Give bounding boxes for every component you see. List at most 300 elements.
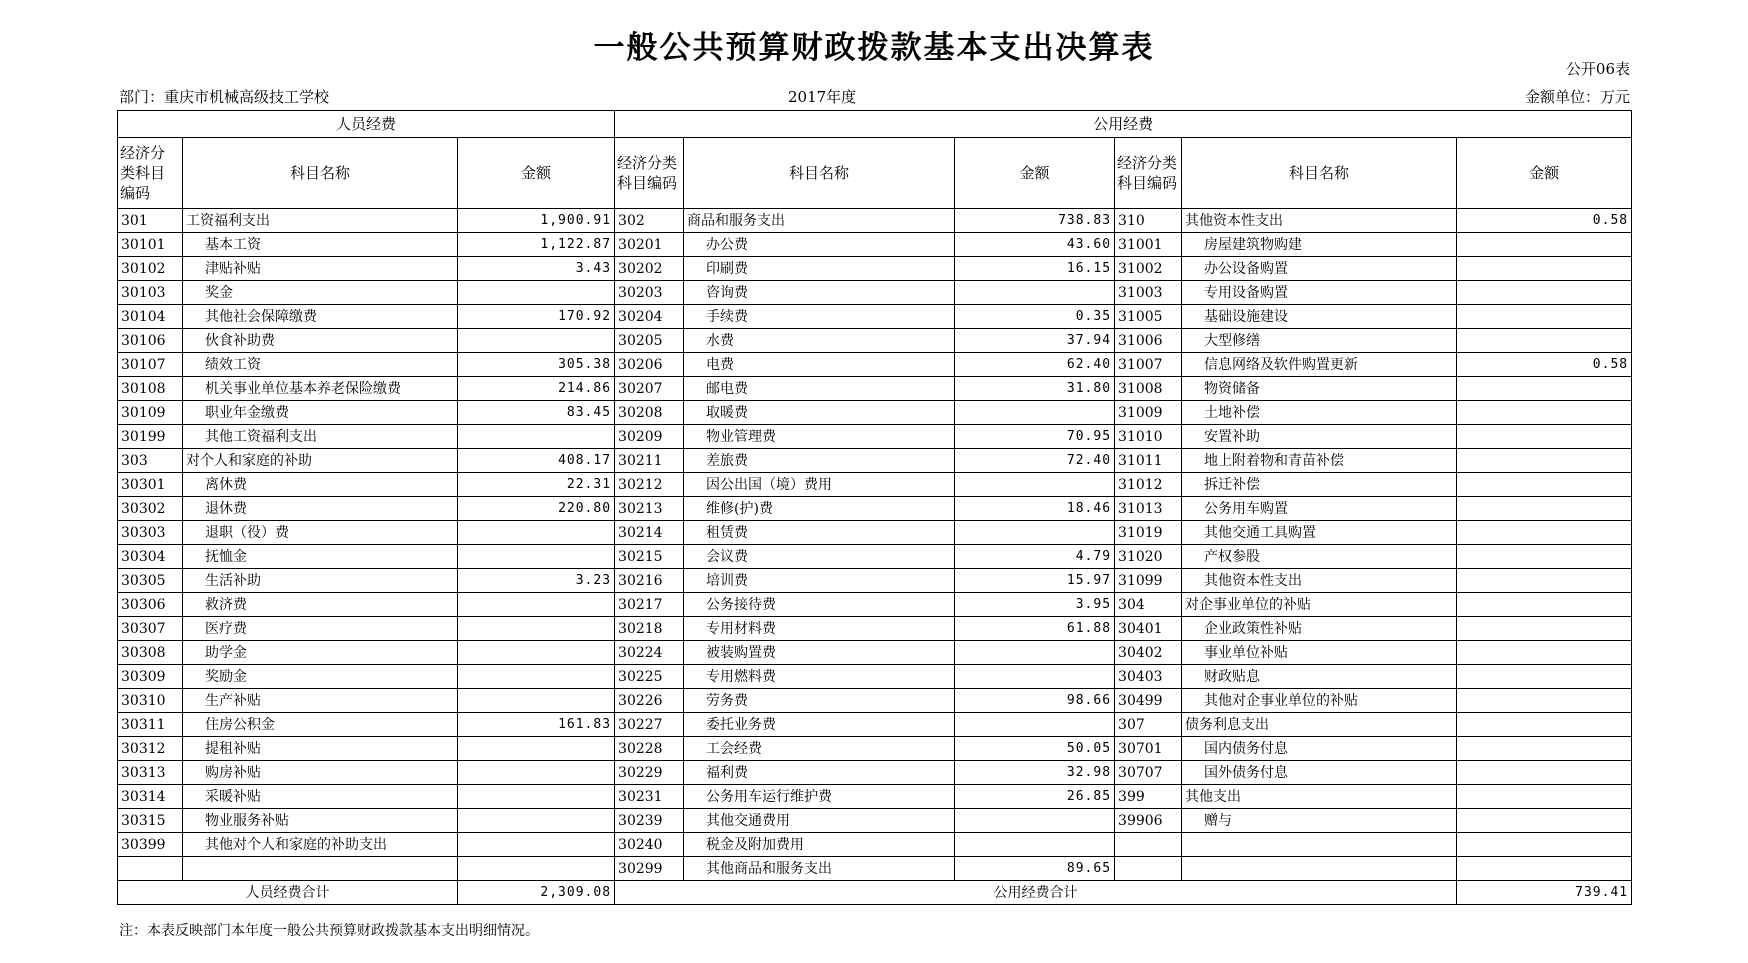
economic-code-cell: 30209 [615, 425, 684, 449]
public-group-header: 公用经费 [615, 111, 1632, 138]
amount-cell [458, 329, 615, 353]
table-row [118, 449, 1632, 473]
amount-cell: 0.58 [1457, 353, 1632, 377]
subject-name-cell: 土地补偿 [1182, 401, 1457, 425]
economic-code-cell: 303 [118, 449, 183, 473]
public-total-amount: 739.41 [1457, 881, 1632, 905]
amount-cell: 3.95 [955, 593, 1115, 617]
subject-name-cell: 医疗费 [183, 617, 458, 641]
subject-name-cell: 财政贴息 [1182, 665, 1457, 689]
amount-cell [1457, 737, 1632, 761]
amount-cell [1457, 305, 1632, 329]
amount-cell: 22.31 [458, 473, 615, 497]
name-header: 科目名称 [684, 138, 955, 209]
subject-name-cell: 助学金 [183, 641, 458, 665]
amount-cell: 305.38 [458, 353, 615, 377]
economic-code-cell: 30299 [615, 857, 684, 881]
subject-name-cell: 其他交通工具购置 [1182, 521, 1457, 545]
amount-cell: 18.46 [955, 497, 1115, 521]
amount-cell [955, 713, 1115, 737]
subject-name-cell: 对企事业单位的补贴 [1182, 593, 1457, 617]
amount-cell: 0.35 [955, 305, 1115, 329]
amount-cell: 3.43 [458, 257, 615, 281]
table-row [118, 665, 1632, 689]
amount-header: 金额 [955, 138, 1115, 209]
table-row [118, 401, 1632, 425]
subject-name-cell: 奖金 [183, 281, 458, 305]
economic-code-cell: 30199 [118, 425, 183, 449]
amount-cell: 61.88 [955, 617, 1115, 641]
economic-code-cell: 30314 [118, 785, 183, 809]
economic-code-cell: 30204 [615, 305, 684, 329]
subject-name-cell: 劳务费 [684, 689, 955, 713]
economic-code-cell: 30206 [615, 353, 684, 377]
economic-code-cell: 30103 [118, 281, 183, 305]
subject-name-cell: 其他对企事业单位的补贴 [1182, 689, 1457, 713]
subject-name-cell: 安置补助 [1182, 425, 1457, 449]
amount-cell: 4.79 [955, 545, 1115, 569]
subject-name-cell: 购房补贴 [183, 761, 458, 785]
amount-cell [955, 401, 1115, 425]
subject-name-cell: 绩效工资 [183, 353, 458, 377]
amount-cell [458, 761, 615, 785]
subject-name-cell: 债务利息支出 [1182, 713, 1457, 737]
economic-code-cell: 31010 [1115, 425, 1182, 449]
amount-cell: 220.80 [458, 497, 615, 521]
economic-code-cell: 30102 [118, 257, 183, 281]
economic-code-cell [1115, 833, 1182, 857]
department-label: 部门：重庆市机械高级技工学校 [119, 88, 330, 106]
table-row [118, 641, 1632, 665]
economic-code-cell: 399 [1115, 785, 1182, 809]
table-row [118, 473, 1632, 497]
table-row [118, 545, 1632, 569]
economic-code-cell: 30499 [1115, 689, 1182, 713]
table-row [118, 233, 1632, 257]
economic-code-cell: 30101 [118, 233, 183, 257]
subject-name-cell: 事业单位补贴 [1182, 641, 1457, 665]
economic-code-cell: 30229 [615, 761, 684, 785]
subject-name-cell: 住房公积金 [183, 713, 458, 737]
subject-name-cell: 印刷费 [684, 257, 955, 281]
amount-cell: 214.86 [458, 377, 615, 401]
amount-cell [1457, 593, 1632, 617]
form-number: 公开06表 [1565, 60, 1630, 78]
fiscal-year: 2017年度 [788, 88, 857, 106]
subject-name-cell: 抚恤金 [183, 545, 458, 569]
subject-name-cell: 取暖费 [684, 401, 955, 425]
economic-code-cell: 307 [1115, 713, 1182, 737]
subject-name-cell: 咨询费 [684, 281, 955, 305]
economic-code-cell: 30402 [1115, 641, 1182, 665]
subject-name-cell: 生产补贴 [183, 689, 458, 713]
amount-cell [1457, 425, 1632, 449]
economic-code-cell: 30312 [118, 737, 183, 761]
economic-code-cell: 30315 [118, 809, 183, 833]
economic-code-cell: 30310 [118, 689, 183, 713]
economic-code-cell: 31011 [1115, 449, 1182, 473]
amount-cell [1457, 761, 1632, 785]
table-row [118, 833, 1632, 857]
code-header: 经济分类科目编码 [1115, 138, 1182, 209]
amount-header: 金额 [1457, 138, 1632, 209]
amount-unit: 金额单位：万元 [1524, 88, 1630, 106]
economic-code-cell: 31019 [1115, 521, 1182, 545]
personnel-group-header: 人员经费 [118, 111, 615, 138]
subject-name-cell: 办公费 [684, 233, 955, 257]
economic-code-cell: 30201 [615, 233, 684, 257]
amount-cell: 62.40 [955, 353, 1115, 377]
subject-name-cell: 专用材料费 [684, 617, 955, 641]
amount-cell: 15.97 [955, 569, 1115, 593]
economic-code-cell: 30109 [118, 401, 183, 425]
economic-code-cell: 30239 [615, 809, 684, 833]
amount-cell [458, 689, 615, 713]
subject-name-cell: 对个人和家庭的补助 [183, 449, 458, 473]
economic-code-cell: 30107 [118, 353, 183, 377]
economic-code-cell: 31006 [1115, 329, 1182, 353]
amount-cell [1457, 401, 1632, 425]
subject-name-cell: 物资储备 [1182, 377, 1457, 401]
amount-cell: 0.58 [1457, 209, 1632, 233]
personnel-total-label: 人员经费合计 [118, 881, 458, 905]
subject-name-cell: 提租补贴 [183, 737, 458, 761]
amount-cell: 32.98 [955, 761, 1115, 785]
totals-row [118, 881, 1632, 905]
amount-cell [1457, 473, 1632, 497]
amount-cell: 170.92 [458, 305, 615, 329]
subject-name-cell: 基础设施建设 [1182, 305, 1457, 329]
economic-code-cell: 31013 [1115, 497, 1182, 521]
footnote: 注：本表反映部门本年度一般公共预算财政拨款基本支出明细情况。 [119, 923, 539, 939]
subject-name-cell [1182, 833, 1457, 857]
amount-cell [955, 521, 1115, 545]
economic-code-cell: 30108 [118, 377, 183, 401]
amount-cell [1457, 233, 1632, 257]
subject-name-cell: 公务用车运行维护费 [684, 785, 955, 809]
table-row [118, 257, 1632, 281]
economic-code-cell: 30399 [118, 833, 183, 857]
amount-cell [1457, 617, 1632, 641]
table-row [118, 569, 1632, 593]
table-row [118, 209, 1632, 233]
economic-code-cell: 30305 [118, 569, 183, 593]
amount-cell [458, 425, 615, 449]
subject-name-cell: 因公出国（境）费用 [684, 473, 955, 497]
amount-cell [458, 593, 615, 617]
subject-name-cell: 会议费 [684, 545, 955, 569]
economic-code-cell: 30313 [118, 761, 183, 785]
economic-code-cell: 31005 [1115, 305, 1182, 329]
amount-cell: 89.65 [955, 857, 1115, 881]
amount-cell: 1,122.87 [458, 233, 615, 257]
amount-cell: 50.05 [955, 737, 1115, 761]
amount-cell: 37.94 [955, 329, 1115, 353]
economic-code-cell [118, 857, 183, 881]
amount-cell: 3.23 [458, 569, 615, 593]
economic-code-cell: 30306 [118, 593, 183, 617]
amount-cell: 70.95 [955, 425, 1115, 449]
subject-name-cell: 奖励金 [183, 665, 458, 689]
subject-name-cell: 培训费 [684, 569, 955, 593]
subject-name-cell: 委托业务费 [684, 713, 955, 737]
economic-code-cell: 31008 [1115, 377, 1182, 401]
table-row [118, 689, 1632, 713]
economic-code-cell: 30202 [615, 257, 684, 281]
subject-name-cell [1182, 857, 1457, 881]
amount-header: 金额 [458, 138, 615, 209]
economic-code-cell: 30307 [118, 617, 183, 641]
subject-name-cell: 商品和服务支出 [684, 209, 955, 233]
table-row [118, 617, 1632, 641]
subject-name-cell: 救济费 [183, 593, 458, 617]
amount-cell [458, 617, 615, 641]
column-header-row [118, 138, 1632, 209]
economic-code-cell: 30240 [615, 833, 684, 857]
table-row [118, 305, 1632, 329]
personnel-total-amount: 2,309.08 [458, 881, 615, 905]
economic-code-cell: 30215 [615, 545, 684, 569]
subject-name-cell: 电费 [684, 353, 955, 377]
subject-name-cell: 其他商品和服务支出 [684, 857, 955, 881]
economic-code-cell: 302 [615, 209, 684, 233]
amount-cell: 72.40 [955, 449, 1115, 473]
economic-code-cell: 31012 [1115, 473, 1182, 497]
amount-cell [1457, 665, 1632, 689]
economic-code-cell: 30213 [615, 497, 684, 521]
amount-cell [458, 857, 615, 881]
subject-name-cell: 离休费 [183, 473, 458, 497]
economic-code-cell: 31099 [1115, 569, 1182, 593]
subject-name-cell: 拆迁补偿 [1182, 473, 1457, 497]
subject-name-cell: 被装购置费 [684, 641, 955, 665]
subject-name-cell: 其他对个人和家庭的补助支出 [183, 833, 458, 857]
public-total-label: 公用经费合计 [615, 881, 1457, 905]
table-row [118, 281, 1632, 305]
economic-code-cell: 30224 [615, 641, 684, 665]
subject-name-cell: 办公设备购置 [1182, 257, 1457, 281]
economic-code-cell: 30231 [615, 785, 684, 809]
amount-cell [458, 833, 615, 857]
table-row [118, 713, 1632, 737]
table-row [118, 809, 1632, 833]
subject-name-cell: 采暖补贴 [183, 785, 458, 809]
economic-code-cell: 31007 [1115, 353, 1182, 377]
amount-cell [1457, 809, 1632, 833]
name-header: 科目名称 [1182, 138, 1457, 209]
subject-name-cell: 退休费 [183, 497, 458, 521]
economic-code-cell: 30203 [615, 281, 684, 305]
subject-name-cell: 产权参股 [1182, 545, 1457, 569]
economic-code-cell: 30227 [615, 713, 684, 737]
economic-code-cell: 30309 [118, 665, 183, 689]
subject-name-cell: 其他工资福利支出 [183, 425, 458, 449]
amount-cell [1457, 545, 1632, 569]
name-header: 科目名称 [183, 138, 458, 209]
table-row [118, 737, 1632, 761]
subject-name-cell: 物业服务补贴 [183, 809, 458, 833]
subject-name-cell: 津贴补贴 [183, 257, 458, 281]
amount-cell [458, 521, 615, 545]
economic-code-cell: 30205 [615, 329, 684, 353]
subject-name-cell: 其他交通费用 [684, 809, 955, 833]
amount-cell [1457, 833, 1632, 857]
amount-cell [1457, 857, 1632, 881]
amount-cell: 98.66 [955, 689, 1115, 713]
economic-code-cell: 30106 [118, 329, 183, 353]
amount-cell [955, 473, 1115, 497]
amount-cell [1457, 713, 1632, 737]
table-row [118, 377, 1632, 401]
subject-name-cell: 退职（役）费 [183, 521, 458, 545]
subject-name-cell: 工会经费 [684, 737, 955, 761]
table-row [118, 521, 1632, 545]
subject-name-cell: 工资福利支出 [183, 209, 458, 233]
economic-code-cell: 30701 [1115, 737, 1182, 761]
economic-code-cell: 30211 [615, 449, 684, 473]
code-header: 经济分类科目编码 [118, 138, 183, 209]
economic-code-cell: 30228 [615, 737, 684, 761]
economic-code-cell: 30401 [1115, 617, 1182, 641]
amount-cell [955, 281, 1115, 305]
subject-name-cell: 专用燃料费 [684, 665, 955, 689]
amount-cell [1457, 497, 1632, 521]
subject-name-cell: 房屋建筑物购建 [1182, 233, 1457, 257]
subject-name-cell: 水费 [684, 329, 955, 353]
amount-cell: 26.85 [955, 785, 1115, 809]
economic-code-cell: 301 [118, 209, 183, 233]
amount-cell [955, 833, 1115, 857]
economic-code-cell: 30104 [118, 305, 183, 329]
economic-code-cell: 310 [1115, 209, 1182, 233]
economic-code-cell: 30217 [615, 593, 684, 617]
economic-code-cell: 31009 [1115, 401, 1182, 425]
subject-name-cell: 企业政策性补贴 [1182, 617, 1457, 641]
economic-code-cell: 30304 [118, 545, 183, 569]
economic-code-cell: 30214 [615, 521, 684, 545]
subject-name-cell: 职业年金缴费 [183, 401, 458, 425]
subject-name-cell: 手续费 [684, 305, 955, 329]
subject-name-cell: 维修(护)费 [684, 497, 955, 521]
economic-code-cell: 30311 [118, 713, 183, 737]
document-title: 一般公共预算财政拨款基本支出决算表 [593, 30, 1155, 66]
amount-cell [458, 281, 615, 305]
subject-name-cell: 其他支出 [1182, 785, 1457, 809]
subject-name-cell: 税金及附加费用 [684, 833, 955, 857]
code-header: 经济分类科目编码 [615, 138, 684, 209]
subject-name-cell: 物业管理费 [684, 425, 955, 449]
economic-code-cell: 30403 [1115, 665, 1182, 689]
economic-code-cell: 31020 [1115, 545, 1182, 569]
economic-code-cell: 30207 [615, 377, 684, 401]
expenditure-table [117, 110, 1632, 905]
economic-code-cell: 30208 [615, 401, 684, 425]
amount-cell [458, 545, 615, 569]
amount-cell [955, 665, 1115, 689]
subject-name-cell: 信息网络及软件购置更新 [1182, 353, 1457, 377]
subject-name-cell: 公务用车购置 [1182, 497, 1457, 521]
table-row [118, 353, 1632, 377]
economic-code-cell: 30216 [615, 569, 684, 593]
amount-cell: 161.83 [458, 713, 615, 737]
amount-cell [1457, 569, 1632, 593]
amount-cell [458, 809, 615, 833]
amount-cell: 31.80 [955, 377, 1115, 401]
economic-code-cell: 30301 [118, 473, 183, 497]
amount-cell: 738.83 [955, 209, 1115, 233]
table-row [118, 329, 1632, 353]
subject-name-cell: 机关事业单位基本养老保险缴费 [183, 377, 458, 401]
table-row [118, 425, 1632, 449]
subject-name-cell: 赠与 [1182, 809, 1457, 833]
subject-name-cell: 公务接待费 [684, 593, 955, 617]
economic-code-cell: 31002 [1115, 257, 1182, 281]
subject-name-cell: 租赁费 [684, 521, 955, 545]
table-row [118, 857, 1632, 881]
amount-cell [1457, 521, 1632, 545]
amount-cell [955, 809, 1115, 833]
economic-code-cell: 30707 [1115, 761, 1182, 785]
subject-name-cell: 邮电费 [684, 377, 955, 401]
economic-code-cell: 30212 [615, 473, 684, 497]
amount-cell [1457, 689, 1632, 713]
subject-name-cell: 福利费 [684, 761, 955, 785]
amount-cell [955, 641, 1115, 665]
subject-name-cell: 地上附着物和青苗补偿 [1182, 449, 1457, 473]
amount-cell [1457, 281, 1632, 305]
subject-name-cell: 生活补助 [183, 569, 458, 593]
amount-cell: 83.45 [458, 401, 615, 425]
group-header-row [118, 111, 1632, 138]
economic-code-cell: 304 [1115, 593, 1182, 617]
subject-name-cell: 其他社会保障缴费 [183, 305, 458, 329]
amount-cell [1457, 641, 1632, 665]
economic-code-cell [1115, 857, 1182, 881]
subject-name-cell: 伙食补助费 [183, 329, 458, 353]
table-row [118, 593, 1632, 617]
economic-code-cell: 30218 [615, 617, 684, 641]
economic-code-cell: 30303 [118, 521, 183, 545]
amount-cell: 408.17 [458, 449, 615, 473]
amount-cell [458, 785, 615, 809]
table-row [118, 785, 1632, 809]
amount-cell [1457, 329, 1632, 353]
amount-cell [458, 641, 615, 665]
subject-name-cell: 其他资本性支出 [1182, 209, 1457, 233]
economic-code-cell: 39906 [1115, 809, 1182, 833]
amount-cell: 1,900.91 [458, 209, 615, 233]
amount-cell [1457, 449, 1632, 473]
subject-name-cell [183, 857, 458, 881]
subject-name-cell: 专用设备购置 [1182, 281, 1457, 305]
economic-code-cell: 31001 [1115, 233, 1182, 257]
amount-cell [1457, 785, 1632, 809]
subject-name-cell: 基本工资 [183, 233, 458, 257]
amount-cell [1457, 257, 1632, 281]
amount-cell: 43.60 [955, 233, 1115, 257]
subject-name-cell: 差旅费 [684, 449, 955, 473]
economic-code-cell: 31003 [1115, 281, 1182, 305]
economic-code-cell: 30225 [615, 665, 684, 689]
subject-name-cell: 其他资本性支出 [1182, 569, 1457, 593]
table-row [118, 761, 1632, 785]
economic-code-cell: 30302 [118, 497, 183, 521]
amount-cell [458, 737, 615, 761]
economic-code-cell: 30308 [118, 641, 183, 665]
amount-cell: 16.15 [955, 257, 1115, 281]
subject-name-cell: 国内债务付息 [1182, 737, 1457, 761]
economic-code-cell: 30226 [615, 689, 684, 713]
